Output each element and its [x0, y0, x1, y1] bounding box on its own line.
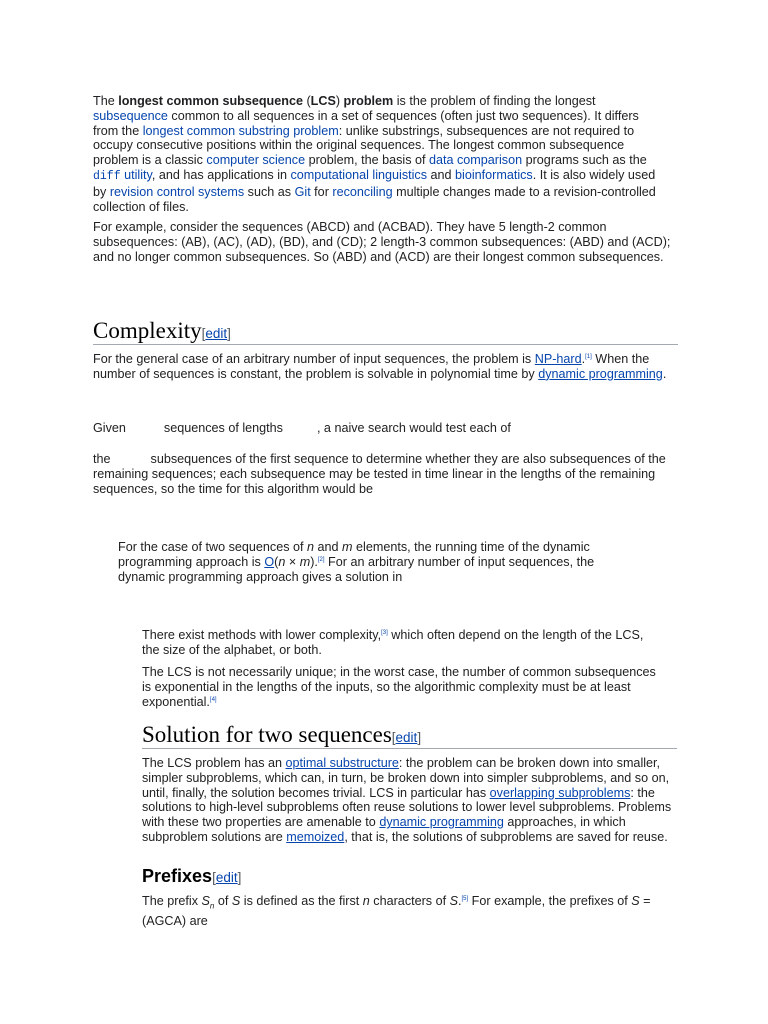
link-data-comparison[interactable]: data comparison [429, 153, 523, 168]
ref-3[interactable]: [3] [381, 629, 388, 636]
link-np-hard[interactable]: NP-hard [534, 352, 582, 366]
ref-4[interactable]: [4] [209, 696, 217, 703]
link-git[interactable]: Git [294, 184, 311, 199]
ref-5[interactable]: [5] [461, 895, 469, 902]
naive-search-paragraph: Given sequences of lengths , a naive search would test each of [93, 421, 511, 435]
heading-rule [93, 344, 678, 345]
link-reconciling[interactable]: reconciling [332, 184, 393, 199]
term-lcs: longest common subsequence [118, 94, 303, 108]
link-bioinformatics[interactable]: bioinformatics [455, 167, 533, 182]
edit-link-solution[interactable]: edit [395, 730, 418, 745]
edit-link-complexity[interactable]: edit [205, 326, 228, 341]
heading-complexity: Complexity[edit] [93, 318, 231, 343]
link-dynamic-programming-2[interactable]: dynamic programming [379, 815, 504, 830]
heading-rule [142, 748, 677, 749]
edit-section-solution: [edit] [391, 730, 422, 745]
subsequence-test-paragraph: the subsequences of the first sequence to determine whether they are also subsequences of the remaining sequences; each subsequence may be tested in time linear in the lengths of the remaining sequences, so the time for this algorithm would be [93, 452, 666, 496]
edit-section-complexity: [edit] [201, 326, 231, 341]
link-subsequence[interactable]: subsequence [93, 108, 168, 123]
ref-1[interactable]: [1] [585, 353, 592, 360]
link-computer-science[interactable]: computer science [206, 153, 306, 168]
edit-section-prefixes: [edit] [212, 870, 242, 885]
intro-paragraph: The longest common subsequence (LCS) problem is the problem of finding the longest subsequence common to all sequences in a set of sequences (often just two sequences). It differs from the longest common substring problem: unlike substrings, subsequences are not required to occupy consecutive positions within the original sequences. The longest common subsequence problem is a classic computer science problem, the basis of data comparison programs such as the diff utility, and has applications in computational linguistics and bioinformatics. It is also widely used by revision control systems such as Git for reconciling multiple changes made to a revision-controlled collection of files. [93, 94, 656, 214]
link-big-o[interactable]: O [264, 554, 275, 569]
prefixes-paragraph: The prefix $S_n$ of S is defined as the first n characters of S.[5] For example, the prefixes of S = (AGCA) are [142, 894, 651, 929]
link-dynamic-programming[interactable]: dynamic programming [538, 366, 663, 381]
heading-solution-two-sequences: Solution for two sequences[edit] [142, 722, 422, 747]
ref-2[interactable]: [2] [317, 556, 325, 563]
link-longest-common-substring[interactable]: longest common substring problem [142, 123, 339, 138]
link-overlapping-subproblems[interactable]: overlapping subproblems [489, 785, 631, 800]
link-memoized[interactable]: memoized [286, 829, 345, 844]
link-diff-utility[interactable]: diff utility [93, 167, 152, 183]
two-sequences-paragraph: For the case of two sequences of n and m elements, the running time of the dynamic programming approach is O(n × m).[2] For an arbitrary number of input sequences, the dynamic programming approach gives a solution in [118, 540, 595, 584]
solution-paragraph: The LCS problem has an optimal substructure: the problem can be broken down into smaller, simpler subproblems, which can, in turn, be broken down into simpler subproblems, and so on, until, finally, the solution becomes trivial. LCS in particular has overlapping subproblems: the solutions to high-level subproblems often reuse solutions to lower level subproblems. Problems with these two properties are amenable to dynamic programming approaches, in which subproblem solutions are memoized, that is, the solutions of subproblems are saved for reuse. [142, 756, 672, 844]
link-revision-control[interactable]: revision control systems [109, 184, 245, 199]
link-optimal-substructure[interactable]: optimal substructure [285, 756, 399, 770]
not-unique-paragraph: The LCS is not necessarily unique; in the worst case, the number of common subsequences is exponential in the lengths of the inputs, so the algorithmic complexity must be at least exponential.[4] [142, 665, 656, 709]
lower-complexity-paragraph: There exist methods with lower complexity,[3] which often depend on the length of the LCS, the size of the alphabet, or both. [142, 628, 644, 657]
link-computational-linguistics[interactable]: computational linguistics [290, 167, 428, 182]
edit-link-prefixes[interactable]: edit [215, 870, 238, 885]
example-paragraph: For example, consider the sequences (ABCD) and (ACBAD). They have 5 length-2 common subsequences: (AB), (AC), (AD), (BD), and (CD); 2 length-3 common subsequences: (ABD) and (ACD); and no longer common subsequences. So (ABD) and (ACD) are their longest common subsequences. [93, 220, 671, 264]
heading-prefixes: Prefixes[edit] [142, 866, 242, 886]
complexity-paragraph: For the general case of an arbitrary number of input sequences, the problem is NP-hard.[1] When the number of sequences is constant, the problem is solvable in polynomial time by dynamic programming. [93, 352, 667, 381]
